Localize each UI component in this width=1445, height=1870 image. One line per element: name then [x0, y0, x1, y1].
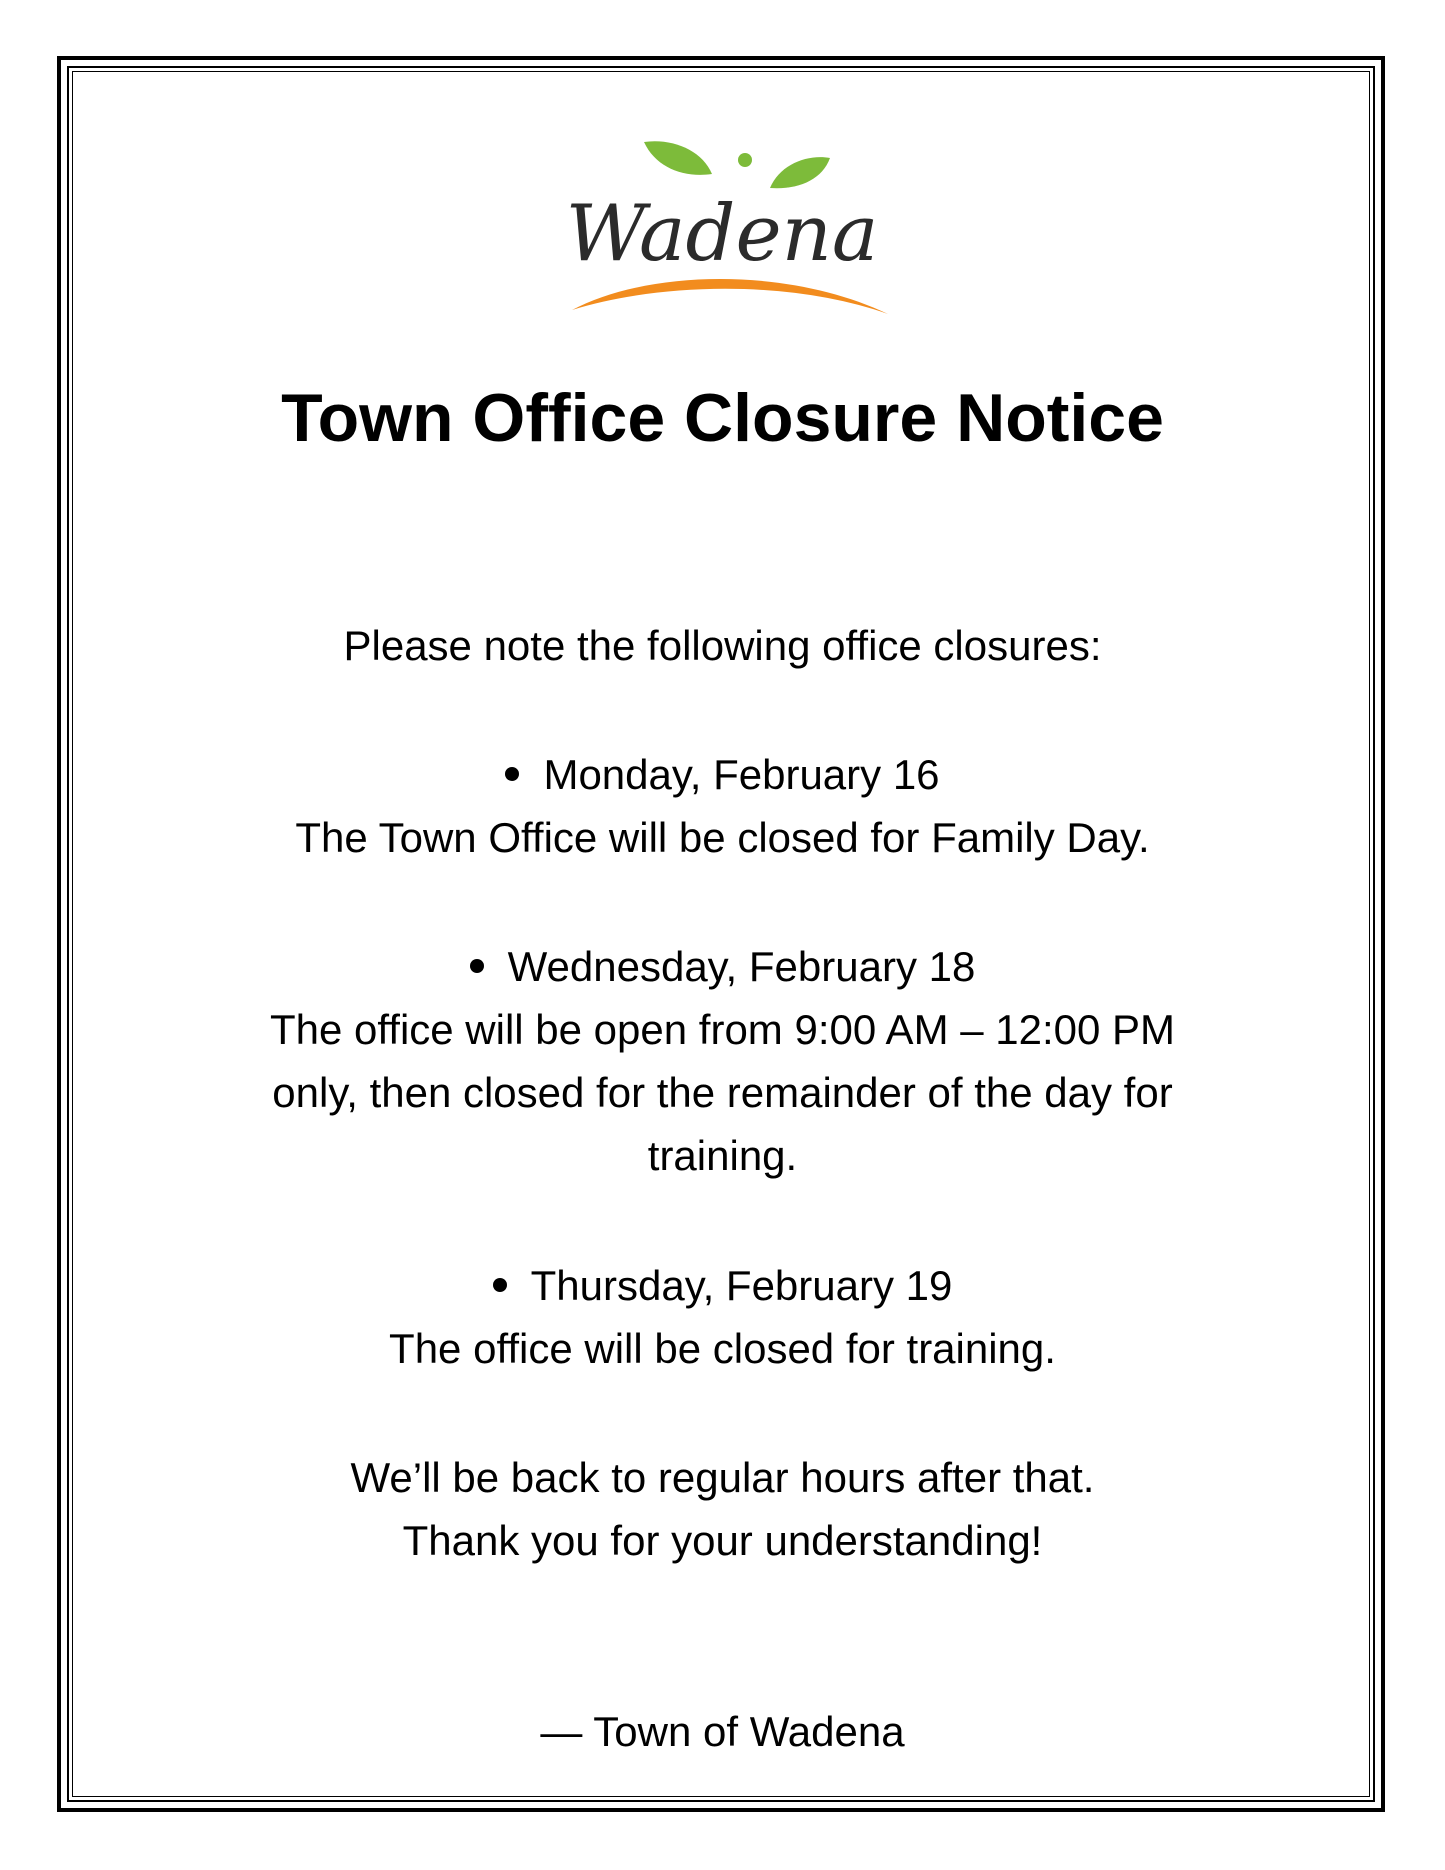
- logo-arc: [572, 279, 888, 314]
- closure-day-label: Monday, February 16: [543, 751, 940, 798]
- closure-detail: only, then closed for the remainder of the day for: [272, 1069, 1173, 1116]
- wadena-logo: [552, 138, 892, 318]
- logo-leaf-left: [644, 141, 712, 175]
- logo-leaf-right: [770, 157, 830, 188]
- page-title: Town Office Closure Notice: [281, 380, 1164, 456]
- signature: — Town of Wadena: [540, 1708, 905, 1755]
- closure-detail: The Town Office will be closed for Family Day.: [295, 814, 1150, 861]
- closing-text: We’ll be back to regular hours after that.: [350, 1454, 1095, 1501]
- logo-wordmark: Wadena: [565, 189, 879, 279]
- closure-day-wednesday: [0, 936, 1445, 998]
- logo-dot: [738, 153, 752, 167]
- closure-day-thursday: [0, 1255, 1445, 1317]
- closure-day-label: Wednesday, February 18: [507, 943, 976, 990]
- bullet-icon: [505, 767, 519, 781]
- bullet-icon: [493, 1278, 507, 1292]
- closure-detail: The office will be closed for training.: [389, 1325, 1056, 1372]
- bullet-icon: [470, 959, 484, 973]
- closure-day-label: Thursday, February 19: [530, 1262, 953, 1309]
- closure-detail: training.: [647, 1132, 798, 1179]
- intro-text: Please note the following office closures:: [343, 622, 1102, 669]
- closure-detail: The office will be open from 9:00 AM – 12:00 PM: [269, 1006, 1176, 1053]
- closing-text: Thank you for your understanding!: [402, 1517, 1043, 1564]
- closure-day-monday: [0, 744, 1445, 806]
